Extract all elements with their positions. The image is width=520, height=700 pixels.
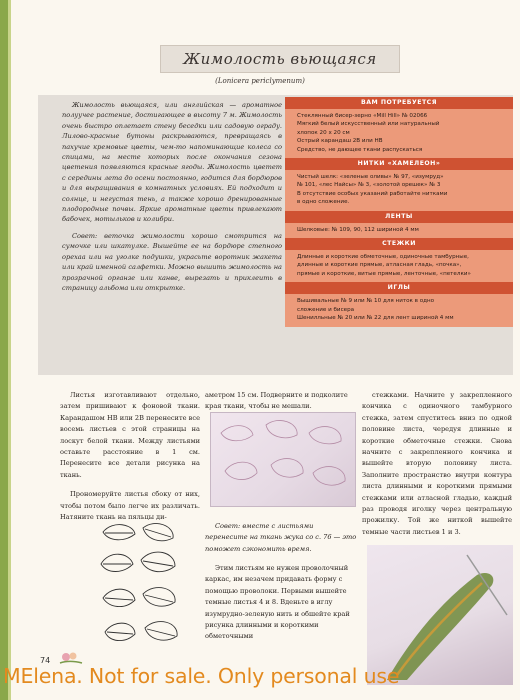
instructions-column-1 [60, 390, 200, 531]
materials-line: Острый карандаш 2В или НВ [297, 138, 383, 145]
leaf-outline-icon [103, 525, 135, 540]
needles-line: Шенилльные № 20 или № 22 для лент шириной 4 мм [297, 315, 454, 322]
needles-line: Вышивальные № 9 или № 10 для ниток в одно [297, 298, 435, 305]
watermark-text: MElena. Not for sale. Only personal use [3, 664, 400, 688]
page-title: Жимолость вьющаяся [183, 50, 377, 68]
leaf-outline-icon [143, 588, 175, 607]
tip-paragraph: Совет: вместе с листьями перенесите на ткань жука со с. 76 — это поможет сэкономить время. [205, 521, 357, 553]
leaf-outline-icon [101, 554, 133, 571]
threads-line: В отсутствие особых указаний работайте нитками [297, 190, 448, 197]
section-head-threads: НИТКИ «ХАМЕЛЕОН» [285, 158, 513, 170]
instruction-paragraph: Листья изготавливают отдельно, затем пришивают к фоновой ткани. Карандашом НВ или 2В перенесите все восемь листьев с этой страницы на лоскут белой ткани. Между листьями оставьте расстояние в 1 см. Перенесите все детали рисунка на ткань. [60, 391, 200, 479]
threads-line: № 101, «лес Найсы» № 3, «золотой орешек» № 3 [297, 182, 441, 189]
page-subtitle: (Lonicera periclymenum) [215, 77, 305, 85]
section-head-stitches: СТЕЖКИ [285, 238, 513, 250]
left-border-strip [0, 0, 8, 700]
section-head-materials: ВАМ ПОТРЕБУЕТСЯ [285, 97, 513, 109]
leaf-outline-icon [145, 622, 177, 641]
materials-column [285, 97, 513, 327]
instruction-paragraph: аметром 15 см. Подверните и подколите края ткани, чтобы не мешали. [205, 391, 348, 411]
section-head-ribbons: ЛЕНТЫ [285, 211, 513, 223]
intro-tip: Совет: веточка жимолости хорошо смотрится на сумочке или шкатулке. Вышейте ее на бордюре степного орехаа или на уголке подушки, украсьте воротник жакета или край именной салфетки. Можно вышить жимолость на прозрачной органзе или канве, вырезать и приклеить в страницу альбома или открытке. [62, 231, 282, 292]
section-head-needles: ИГЛЫ [285, 282, 513, 294]
instructions-column-3 [362, 390, 512, 546]
leaf-pattern-diagram [95, 520, 195, 665]
section-body-ribbons [285, 223, 513, 238]
page-number: 74 [40, 656, 51, 665]
materials-line: Средство, не дающее ткани распускаться [297, 146, 423, 153]
stitches-line: прямые и короткие, витые прямые, ленточные, «петелки» [297, 270, 471, 277]
section-body-needles [285, 294, 513, 326]
title-box [160, 45, 400, 73]
section-body-threads [285, 170, 513, 211]
materials-line: Мягкий белый искусственный или натуральный [297, 121, 440, 128]
left-border-strip-light [8, 0, 11, 700]
ribbons-line: Шелковые: № 109, 90, 112 шириной 4 мм [297, 226, 419, 233]
materials-line: Стеклянный бисер-зерно «Mill Hill» № 02066 [297, 113, 428, 119]
stitches-line: длинные и короткие прямые, атласная гладь, «почка», [297, 262, 462, 269]
embroidery-photo-leaves [210, 412, 356, 507]
section-body-stitches [285, 250, 513, 282]
threads-line: Чистый шелк: «зеленые оливы» № 97, «изумруд» [297, 174, 444, 181]
instruction-paragraph: Этим листьям не нужен проволочный каркас, им незачем придавать форму с помощью проволоки. Первыми вышейте темные листья 4 и 8. Вденьте в иглу изумрудно-зеленую нить и обшейте край рисунка длинными и короткими обметочными [205, 564, 350, 641]
intro-text [62, 100, 282, 299]
leaf-outline-icon [143, 523, 173, 540]
materials-line: хлопок 20 х 20 см [297, 129, 350, 136]
section-body-materials [285, 109, 513, 158]
stitches-line: Длинные и короткие обметочные, одиночные тамбурные, [297, 254, 469, 261]
instruction-paragraph: стежками. Начните у закрепленного кончика с одиночного тамбурного стежка, затем спуститесь вниз по одной половине листа, чередуя длинные и короткие обметочные стежки. Снова начните с закрепленного кончика и вышейте вторую половину листа. Заполните пространство внутри контура листа длинными и короткими прямыми стежками или атласной гладью, каждый раз проводя иголку через центральную прожилку. Той же ниткой вышейте темные части листьев 1 и 3. [362, 391, 512, 536]
instruction-paragraph: Прономеруйте листья сбоку от них, чтобы потом было легче их различать. Натяните ткань на пяльцы ди- [60, 490, 200, 522]
intro-paragraph: Жимолость вьющаяся, или английская — ароматное полуучее растение, достигающее в высоту 7 м. Жимолость очень быстро оплетает стену беседки или садовую ограду. Лилово-красные бутоны раскрываются, превращаясь в пахучие кремовые цветы, чем-то напоминающие колеса со спицами, на месте которых после окончания сезона цветения появляются красные ягоды. Жимолость цветет с середины лета до осени постоянно, годится для бордюров и для выращивания в комнатных условиях. Ей подходит и солнце, и негустая тень, а также хорошо дренированные плодородные почвы. Яркие ароматные цветы привлекают бабочек, мотыльков и колибри. [62, 101, 282, 224]
threads-line: в одно сложение. [297, 199, 350, 206]
needles-line: сложение и бисера [297, 306, 355, 313]
